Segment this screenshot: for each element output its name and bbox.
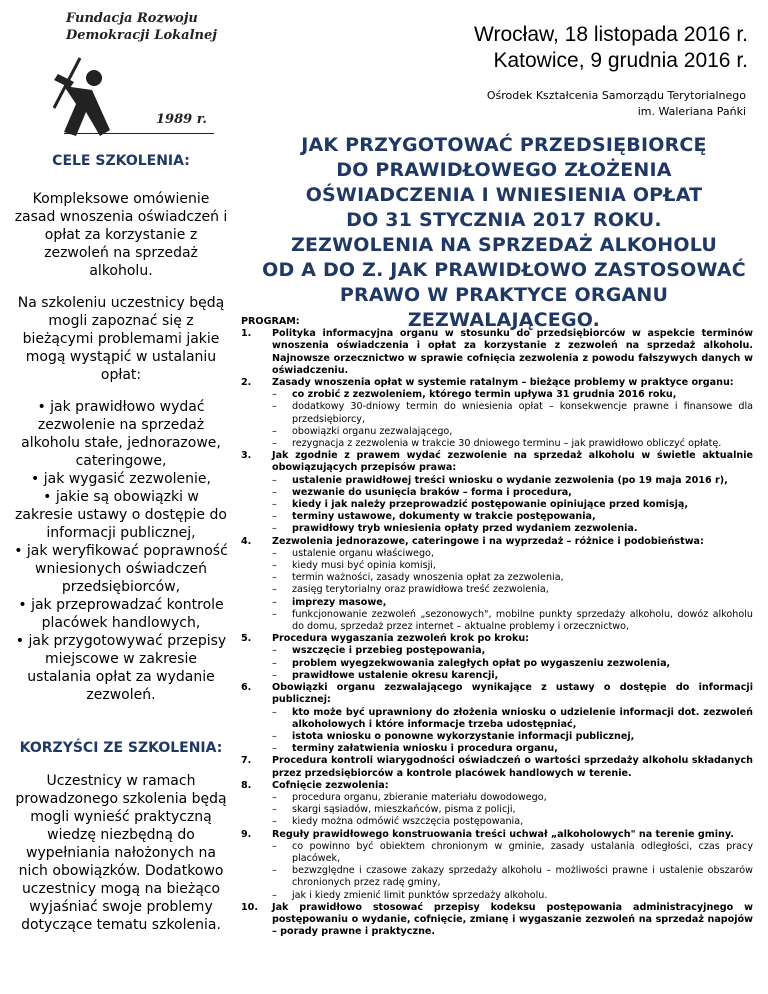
program-items	[241, 328, 753, 938]
dash-icon: –	[272, 657, 277, 669]
program-subitem-text: kiedy musi być opinia komisji,	[292, 560, 436, 572]
program-subitem-text: obowiązki organu zezwalającego,	[292, 425, 453, 437]
program-subitem-text: funkcjonowanie zezwoleń „sezonowych", mobilne punkty sprzedaży alkoholu, dowóz alkoholu do domu, sprzedaż przez internet – aktualne problemy i orzecznictwo,	[292, 608, 753, 633]
program-subitem	[272, 487, 753, 499]
program-subitem	[272, 389, 753, 401]
program-subitem	[272, 548, 753, 560]
title-line: OŚWIADCZENIA I WNIESIENIA OPŁAT	[305, 184, 703, 206]
goal-item: • jak przeprowadzać kontrole placówek handlowych,	[12, 596, 230, 632]
document-title	[244, 133, 764, 333]
dash-icon: –	[272, 669, 277, 681]
benefits-heading-text: KORZYŚCI ZE SZKOLENIA:	[19, 740, 223, 756]
goals-heading	[12, 152, 230, 170]
program-subitem-text: bezwzględne i czasowe zakazy sprzedaży alkoholu – możliwości prawne i ustalenie obszarów chronionych przez radę gminy,	[292, 865, 753, 889]
title-line: DO PRAWIDŁOWEGO ZŁOŻENIA	[336, 159, 672, 181]
event-dates	[474, 22, 748, 74]
program-item-text: Procedura wygaszania zezwoleń krok po kroku:	[272, 633, 530, 645]
program-item-text: Obowiązki organu zezwalającego wynikające z ustawy o dostępie do informacji publicznej:	[272, 682, 753, 706]
dash-icon: –	[272, 438, 277, 450]
title-line: PRAWO W PRAKTYCE ORGANU	[339, 284, 669, 306]
program-subitem-text: ustalenie organu właściwego,	[292, 547, 434, 559]
program-subitem	[272, 426, 753, 438]
program-subitem-text: prawidłowe ustalenie okresu karencji,	[292, 669, 499, 681]
program-subitem	[272, 584, 753, 596]
goal-item: • jak przygotowywać przepisy miejscowe w zakresie ustalania opłat za wydanie zezwoleń.	[12, 632, 230, 704]
program-subitem-text: procedura organu, zbieranie materiału dowodowego,	[292, 791, 547, 803]
goals-list-wrap	[12, 398, 230, 704]
program	[241, 316, 753, 938]
program-item	[241, 902, 753, 939]
goal-item: • jak prawidłowo wydać zezwolenie na sprzedaż alkoholu stałe, jednorazowe, cateringowe,	[12, 398, 230, 470]
goals-list	[12, 398, 230, 704]
program-subitem-text: dodatkowy 30-dniowy termin do wniesienia opłat – konsekwencje prawne i finansowe dla przedsiębiorcy,	[292, 401, 753, 425]
dash-icon: –	[272, 608, 277, 620]
program-subitem-text: wszczęcie i przebieg postępowania,	[292, 645, 486, 657]
program-item-text: Cofnięcie zezwolenia:	[272, 779, 389, 791]
program-subitem-text: problem wyegzekwowania zaległych opłat po wygaszeniu zezwolenia,	[292, 657, 671, 669]
program-item	[241, 633, 753, 645]
dash-icon: –	[272, 791, 277, 803]
institution-line2: im. Waleriana Pańki	[637, 105, 746, 118]
program-item-text: Jak prawidłowo stosować przepisy kodeksu postępowania administracyjnego w postępowaniu o wydanie, cofnięcie, zmianę i wygaszanie zezwoleń na sprzedaż napojów – porady prawne i praktyczne.	[272, 901, 753, 938]
program-subitem-text: co powinno być obiektem chronionym w gminie, zasady ustalania odległości, czas pracy placówek,	[292, 840, 753, 864]
program-item-number: 3.	[241, 450, 252, 462]
program-subitem-text: rezygnacja z zezwolenia w trakcie 30 dniowego terminu – jak prawidłowo obliczyć opłatę.	[292, 438, 722, 450]
program-subitem-text: kiedy można odmówić wszczęcia postępowania,	[292, 816, 524, 828]
dash-icon: –	[272, 389, 277, 401]
dash-icon: –	[272, 547, 277, 559]
logo-divider	[64, 133, 214, 134]
dash-icon: –	[272, 804, 277, 816]
dash-icon: –	[272, 425, 277, 437]
program-item	[241, 450, 753, 474]
program-subitem	[272, 572, 753, 584]
goal-item: • jak wygasić zezwolenie,	[12, 470, 230, 488]
dash-icon: –	[272, 401, 277, 413]
program-item-number: 4.	[241, 535, 252, 547]
institution	[487, 88, 746, 120]
program-item-number: 10.	[241, 901, 258, 913]
program-item-number: 8.	[241, 779, 252, 791]
dash-icon: –	[272, 511, 277, 523]
program-subitem	[272, 645, 753, 657]
program-subitem-text: prawidłowy tryb wniesienia opłaty przed wydaniem zezwolenia.	[292, 523, 638, 535]
program-item	[241, 536, 753, 548]
dash-icon: –	[272, 523, 277, 535]
program-subitem	[272, 670, 753, 682]
program-subitem-text: istota wniosku o ponowne wykorzystanie informacji publicznej,	[292, 730, 635, 742]
program-item	[241, 829, 753, 841]
program-subitem	[272, 597, 753, 609]
program-item-text: Jak zgodnie z prawem wydać zezwolenie na sprzedaż alkoholu w świetle aktualnie obowiązujących przepisów prawa:	[272, 450, 753, 474]
dash-icon: –	[272, 816, 277, 828]
program-item-number: 9.	[241, 828, 252, 840]
institution-line1: Ośrodek Kształcenia Samorządu Terytorialnego	[486, 89, 746, 102]
dash-icon: –	[272, 743, 277, 755]
program-item	[241, 780, 753, 792]
program-subitem	[272, 523, 753, 535]
program-subitem	[272, 707, 753, 731]
dash-icon: –	[272, 645, 277, 657]
title-line: OD A DO Z. JAK PRAWIDŁOWO ZASTOSOWAĆ	[262, 259, 746, 281]
dash-icon: –	[272, 730, 277, 742]
goal-item: • jak weryfikować poprawność wniesionych oświadczeń przedsiębiorców,	[12, 542, 230, 596]
org-year: 1989 r.	[156, 112, 207, 127]
program-item	[241, 755, 753, 779]
program-item	[241, 328, 753, 377]
org-name	[66, 10, 217, 44]
goal-item: • jakie są obowiązki w zakresie ustawy o dostępie do informacji publicznej,	[12, 488, 230, 542]
program-subitem	[272, 511, 753, 523]
program-item-number: 2.	[241, 377, 252, 389]
program-subitem	[272, 731, 753, 743]
program-subitem-text: termin ważności, zasady wnoszenia opłat za zezwolenia,	[292, 572, 564, 584]
program-item	[241, 682, 753, 706]
dash-icon: –	[272, 474, 277, 486]
program-subitem	[272, 658, 753, 670]
dash-icon: –	[272, 865, 277, 877]
program-item-number: 6.	[241, 682, 252, 694]
benefits-heading	[12, 739, 230, 757]
dash-icon: –	[272, 706, 277, 718]
dash-icon: –	[272, 499, 277, 511]
program-item-text: Zezwolenia jednorazowe, cateringowe i na wyprzedaż – różnice i podobieństwa:	[272, 535, 704, 547]
program-subitem	[272, 743, 753, 755]
program-item-number: 5.	[241, 633, 252, 645]
program-item-number: 7.	[241, 755, 252, 767]
program-subitem	[272, 865, 753, 889]
program-subitem	[272, 804, 753, 816]
program-subitem	[272, 816, 753, 828]
title-line: ZEZWOLENIA NA SPRZEDAŻ ALKOHOLU	[290, 234, 718, 256]
dash-icon: –	[272, 596, 277, 608]
goals-intro: Kompleksowe omówienie zasad wnoszenia oświadczeń i opłat za korzystanie z zezwoleń na sprzedaż alkoholu.	[14, 191, 228, 279]
program-item-text: Zasady wnoszenia opłat w systemie ratalnym – bieżące problemy w praktyce organu:	[272, 377, 734, 389]
program-subitem-text: ustalenie prawidłowej treści wniosku o wydanie zezwolenia (po 19 maja 2016 r),	[292, 474, 728, 486]
goals-heading-text: CELE SZKOLENIA:	[52, 153, 190, 169]
org-name-line1: Fundacja Rozwoju	[66, 11, 198, 26]
program-subitem	[272, 401, 753, 425]
program-subitem-text: skargi sąsiadów, mieszkańców, pisma z policji,	[292, 804, 516, 816]
program-subitem-text: zasięg terytorialny oraz prawidłowa treść zezwolenia,	[292, 584, 549, 596]
program-subitem-text: terminy ustawowe, dokumenty w trakcie postępowania,	[292, 511, 596, 523]
program-subitem	[272, 499, 753, 511]
dash-icon: –	[272, 889, 277, 901]
program-subitem	[272, 475, 753, 487]
program-subitem-text: kto może być uprawniony do złożenia wniosku o udzielenie informacji dot. zezwoleń alkoholowych i które informacje trzeba udostępniać,	[292, 706, 753, 730]
program-subitem-text: terminy załatwienia wniosku i procedura organu,	[292, 743, 558, 755]
program-item	[241, 377, 753, 389]
date-katowice: Katowice, 9 grudnia 2016 r.	[493, 49, 748, 72]
goals-intro2: Na szkoleniu uczestnicy będą mogli zapoznać się z bieżącymi problemami jakie mogą wystąpić w ustalaniu opłat:	[17, 295, 225, 383]
dash-icon: –	[272, 584, 277, 596]
program-item-text: Reguły prawidłowego konstruowania treści uchwał „alkoholowych" na terenie gminy.	[272, 828, 734, 840]
program-subitem-text: wezwanie do usunięcia braków – forma i procedura,	[292, 486, 572, 498]
program-subitem	[272, 792, 753, 804]
title-line: JAK PRZYGOTOWAĆ PRZEDSIĘBIORCĘ	[301, 134, 707, 156]
dash-icon: –	[272, 572, 277, 584]
benefits-text: Uczestnicy w ramach prowadzonego szkolenia będą mogli wynieść praktyczną wiedzę niezbędną do wypełniania nałożonych na nich obowiązków. Dodatkowo uczestnicy mogą na bieżąco wyjaśniać swoje problemy dotyczące tematu szkolenia.	[15, 773, 227, 933]
program-subitem	[272, 438, 753, 450]
dash-icon: –	[272, 840, 277, 852]
title-line: DO 31 STYCZNIA 2017 ROKU.	[346, 209, 662, 231]
program-item-text: Procedura kontroli wiarygodności oświadczeń o wartości sprzedaży alkoholu składanych przez przedsiębiorców a kontrole placówek handlowych w terenie.	[272, 755, 753, 779]
program-subitem-text: kiedy i jak należy przeprowadzić postępowanie opiniujące przed komisją,	[292, 499, 689, 511]
program-subitem	[272, 890, 753, 902]
program-heading: PROGRAM:	[241, 316, 300, 327]
title-line: ZEZWALAJĄCEGO.	[407, 309, 601, 331]
program-subitem-text: jak i kiedy zmienić limit punktów sprzedaży alkoholu.	[292, 889, 548, 901]
program-subitem-text: imprezy masowe,	[292, 596, 387, 608]
dash-icon: –	[272, 560, 277, 572]
program-subitem-text: co zrobić z zezwoleniem, którego termin upływa 31 grudnia 2016 roku,	[292, 389, 677, 401]
program-item-number: 1.	[241, 328, 252, 340]
program-subitem	[272, 609, 753, 633]
dash-icon: –	[272, 486, 277, 498]
program-item-text: Polityka informacyjna organu w stosunku do przedsiębiorców w aspekcie terminów wnoszenia oświadczenia i opłat za korzystanie z zezwoleń na sprzedaż alkoholu. Najnowsze orzecznictwo w sprawie cofnięcia zezwolenia z powodu fałszywych danych w oświadczeniu.	[272, 328, 753, 376]
date-wroclaw: Wrocław, 18 listopada 2016 r.	[474, 23, 748, 46]
program-subitem	[272, 560, 753, 572]
program-subitem	[272, 841, 753, 865]
org-name-line2: Demokracji Lokalnej	[66, 28, 217, 43]
